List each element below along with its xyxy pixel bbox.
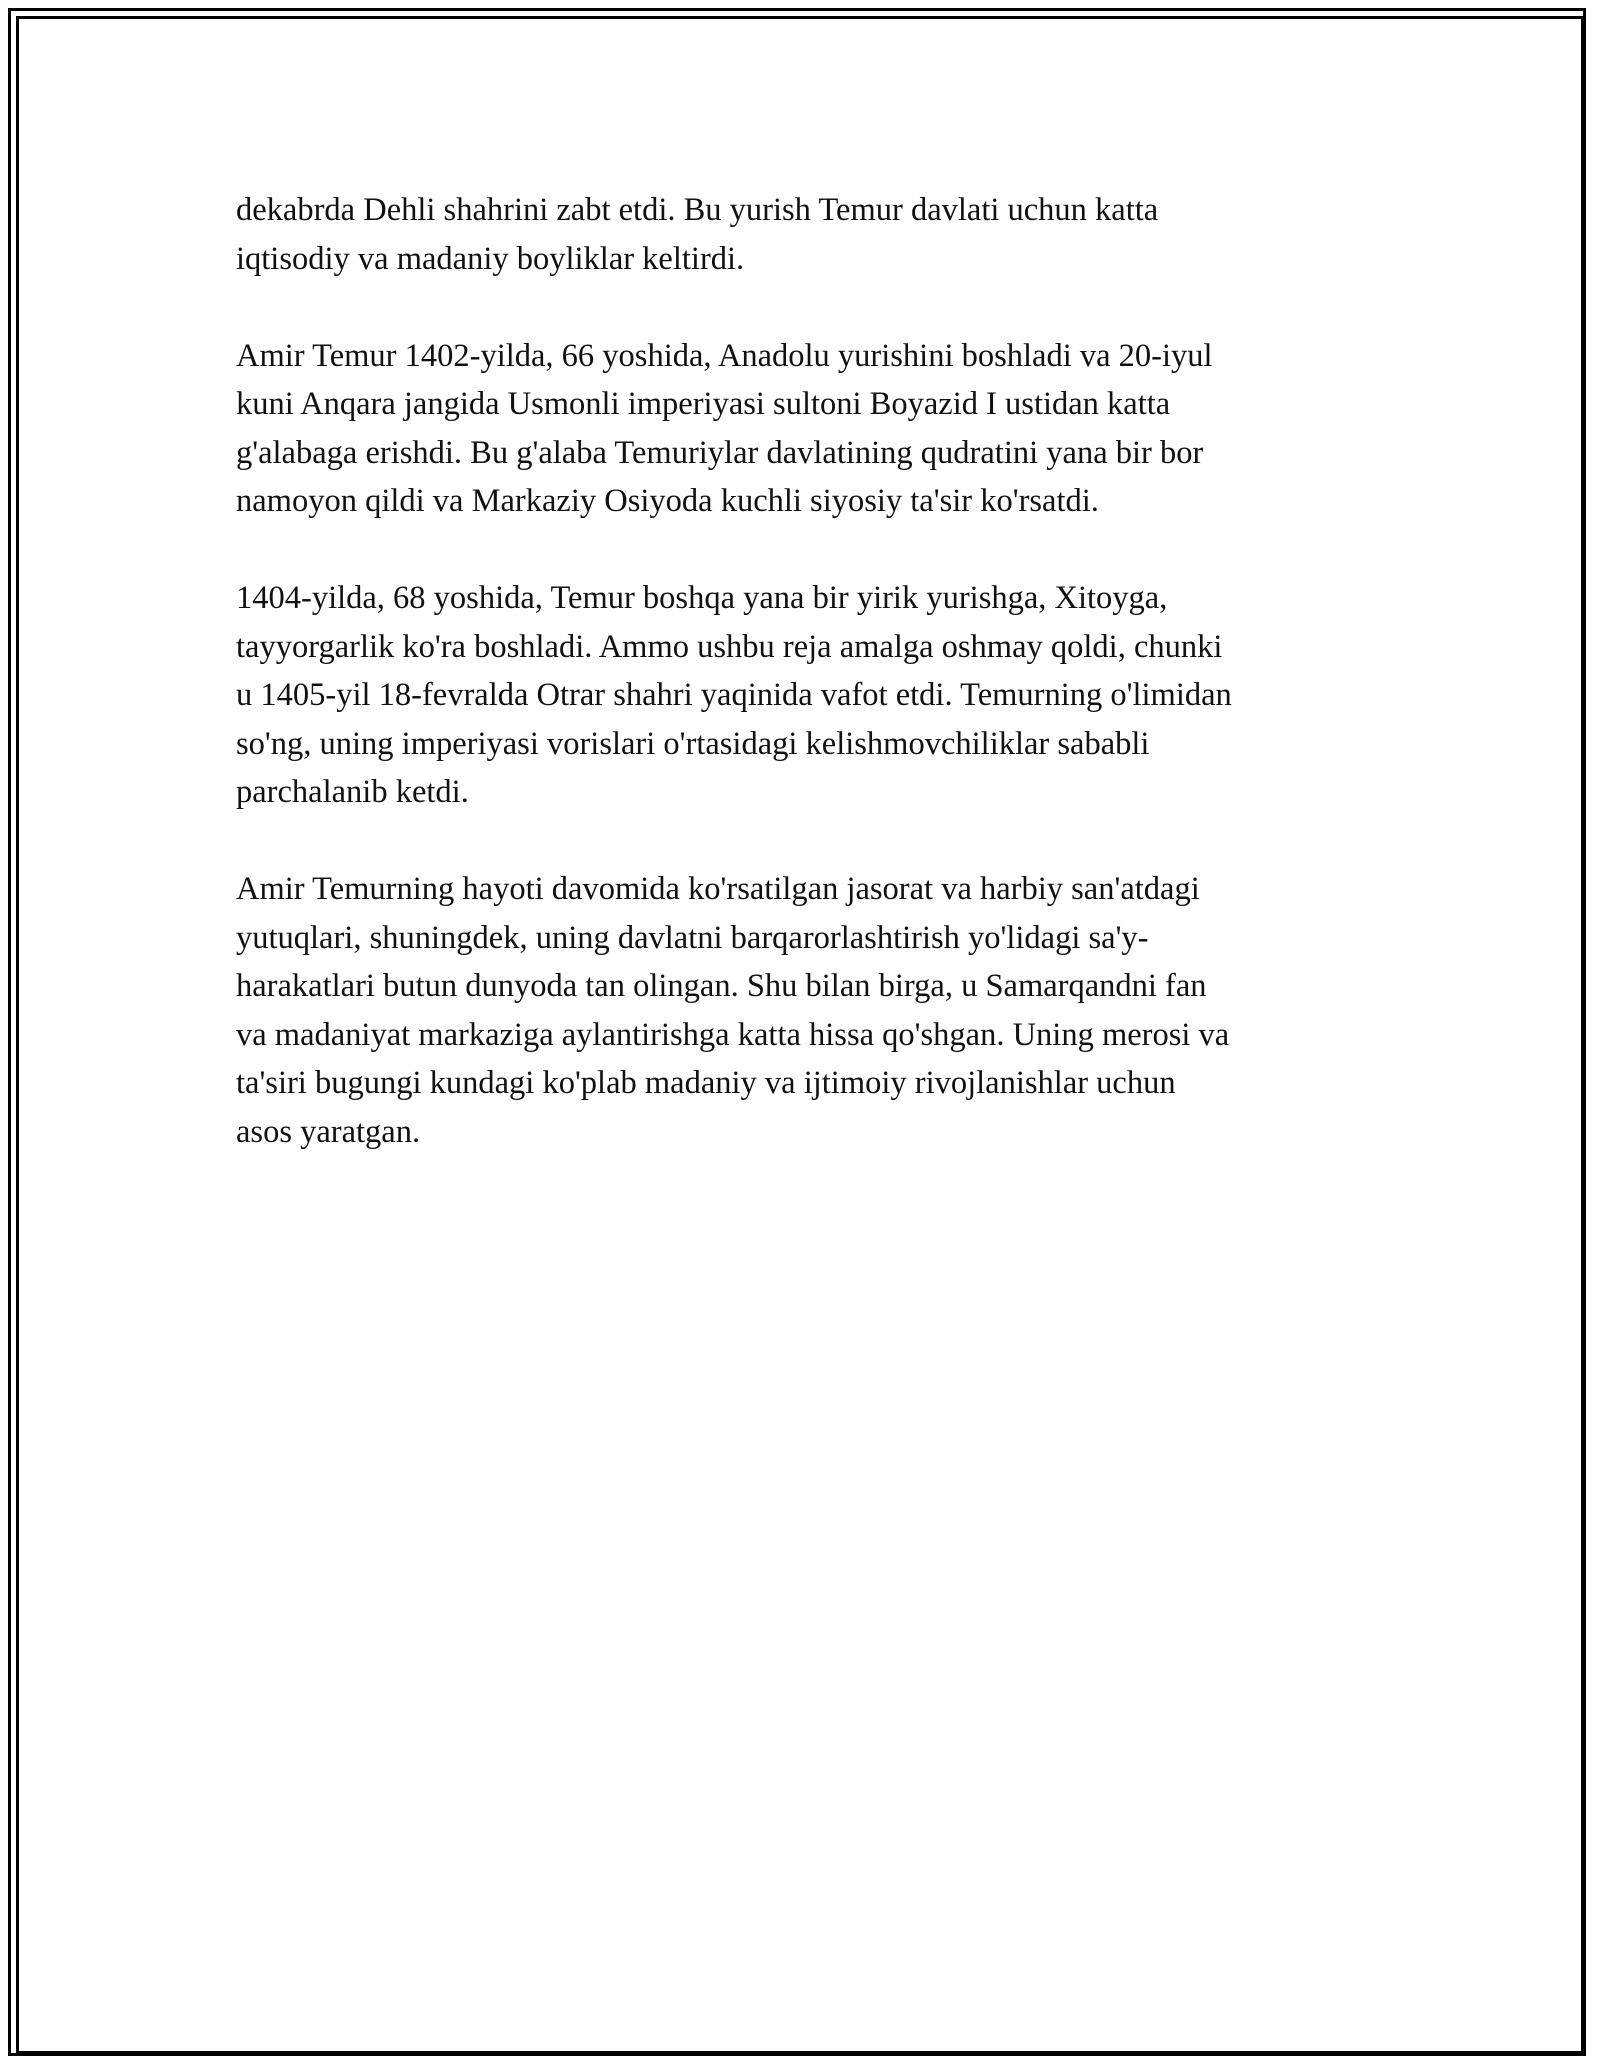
paragraph-china-campaign: 1404-yilda, 68 yoshida, Temur boshqa yana bir yirik yurishga, Xitoyga, tayyorgarlik ko'ra boshladi. Ammo ushbu reja amalga oshmay qoldi, chunki u 1405-yil 18-fevralda Otrar shahri yaqinida vafot etdi. Temurning o'limidan so'ng, uning imperiyasi vorislari o'rtasidagi kelishmovchiliklar sababli parchalanib ketdi. [236,580,1232,810]
paragraph-delhi-campaign: dekabrda Dehli shahrini zabt etdi. Bu yurish Temur davlati uchun katta iqtisodiy va madaniy boyliklar keltirdi. [236,192,1159,277]
document-body [236,186,1376,1205]
paragraph-legacy: Amir Temurning hayoti davomida ko'rsatilgan jasorat va harbiy san'atdagi yutuqlari, shuningdek, uning davlatni barqarorlashtirish yo'lidagi sa'y- harakatlari butun dunyoda tan olingan. Shu bilan birga, u Samarqandni fan va madaniyat markaziga aylantirishga katta hissa qo'shgan. Uning merosi va ta'siri bugungi kundagi ko'plab madaniy va ijtimoiy rivojlanishlar uchun asos yaratgan. [236,871,1230,1150]
paragraph-anatolia-campaign: Amir Temur 1402-yilda, 66 yoshida, Anadolu yurishini boshladi va 20-iyul kuni Anqara jangida Usmonli imperiyasi sultoni Boyazid I ustidan katta g'alabaga erishdi. Bu g'alaba Temuriylar davlatining qudratini yana bir bor namoyon qildi va Markaziy Osiyoda kuchli siyosiy ta'sir ko'rsatdi. [236,337,1213,519]
